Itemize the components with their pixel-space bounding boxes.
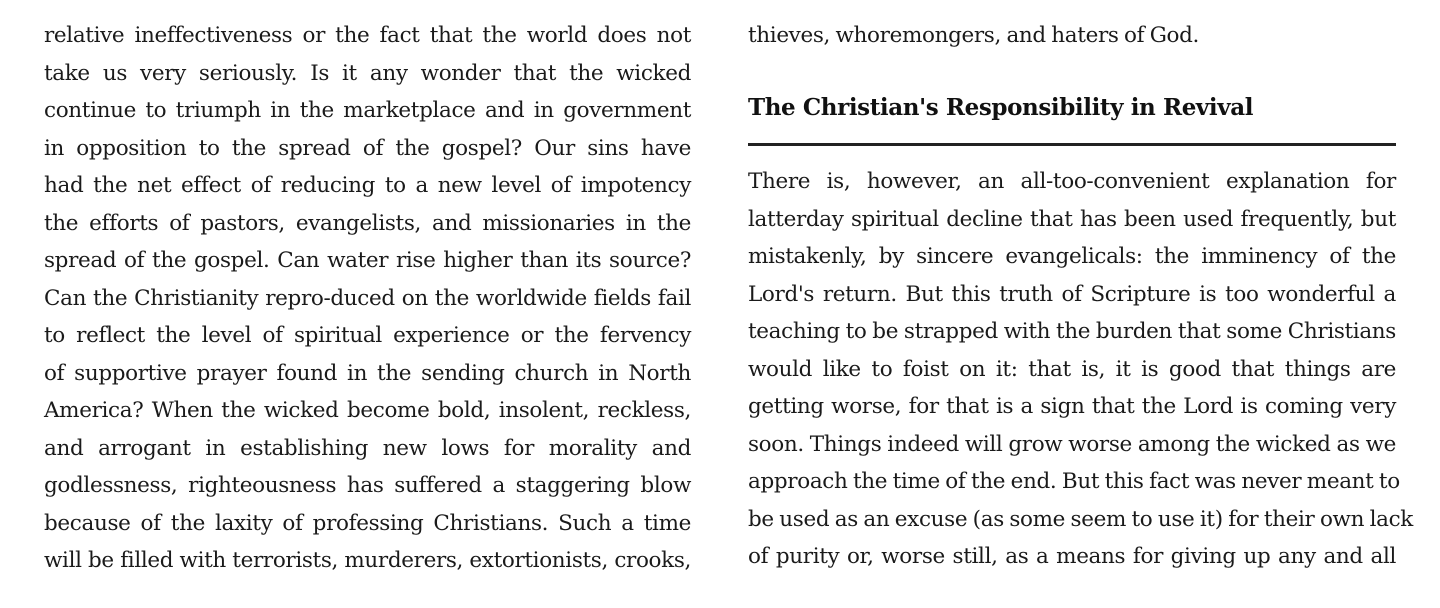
text-line: thieves, whoremongers, and haters of God. bbox=[748, 23, 1200, 48]
text-line: take us very seriously. Is it any wonder that the wicked bbox=[44, 60, 691, 86]
text-line: There is, however, an all-too-convenient explanation for bbox=[748, 169, 1396, 194]
text-line: spread of the gospel. Can water rise higher than its source? bbox=[44, 248, 691, 273]
right-column-top-text bbox=[748, 17, 1396, 55]
text-line: mistakenly, by sincere evangelicals: the imminency of the bbox=[748, 244, 1396, 269]
text-line: be used as an excuse (as some seem to use it) for their own lack bbox=[748, 506, 1413, 532]
text-line: relative ineffectiveness or the fact that the world does not bbox=[44, 23, 691, 48]
right-column-text bbox=[748, 163, 1413, 576]
text-line: would like to foist on it: that is, it is good that things are bbox=[748, 356, 1396, 382]
heading-divider bbox=[748, 143, 1396, 146]
text-line: because of the laxity of professing Christians. Such a time bbox=[44, 510, 691, 536]
text-line: had the net effect of reducing to a new level of impotency bbox=[44, 173, 691, 198]
text-line: latterday spiritual decline that has been used frequently, but bbox=[748, 206, 1396, 232]
text-line: Can the Christianity repro-duced on the worldwide fields fail bbox=[44, 285, 691, 311]
text-line: Lord's return. But this truth of Scripture is too wonderful a bbox=[748, 281, 1396, 307]
text-line: approach the time of the end. But this fact was never meant to bbox=[748, 469, 1400, 494]
text-line: America? When the wicked become bold, insolent, reckless, bbox=[44, 398, 691, 423]
text-line: soon. Things indeed will grow worse among the wicked as we bbox=[748, 431, 1396, 457]
text-line: the efforts of pastors, evangelists, and missionaries in the bbox=[44, 210, 691, 236]
left-column-text bbox=[44, 17, 691, 580]
text-line: to reflect the level of spiritual experience or the fervency bbox=[44, 323, 691, 348]
text-line: godlessness, righteousness has suffered a staggering blow bbox=[44, 473, 691, 498]
text-line: of purity or, worse still, as a means for giving up any and all bbox=[748, 544, 1396, 569]
section-heading: The Christian's Responsibility in Revival bbox=[748, 94, 1254, 121]
text-line: will be filled with terrorists, murderers, extortionists, crooks, bbox=[44, 548, 691, 573]
text-line: teaching to be strapped with the burden that some Christians bbox=[748, 319, 1396, 344]
text-line: and arrogant in establishing new lows for morality and bbox=[44, 435, 691, 461]
text-line: getting worse, for that is a sign that the Lord is coming very bbox=[748, 394, 1396, 419]
text-line: of supportive prayer found in the sending church in North bbox=[44, 360, 691, 386]
text-line: continue to triumph in the marketplace and in government bbox=[44, 98, 691, 123]
text-line: in opposition to the spread of the gospel? Our sins have bbox=[44, 135, 691, 161]
